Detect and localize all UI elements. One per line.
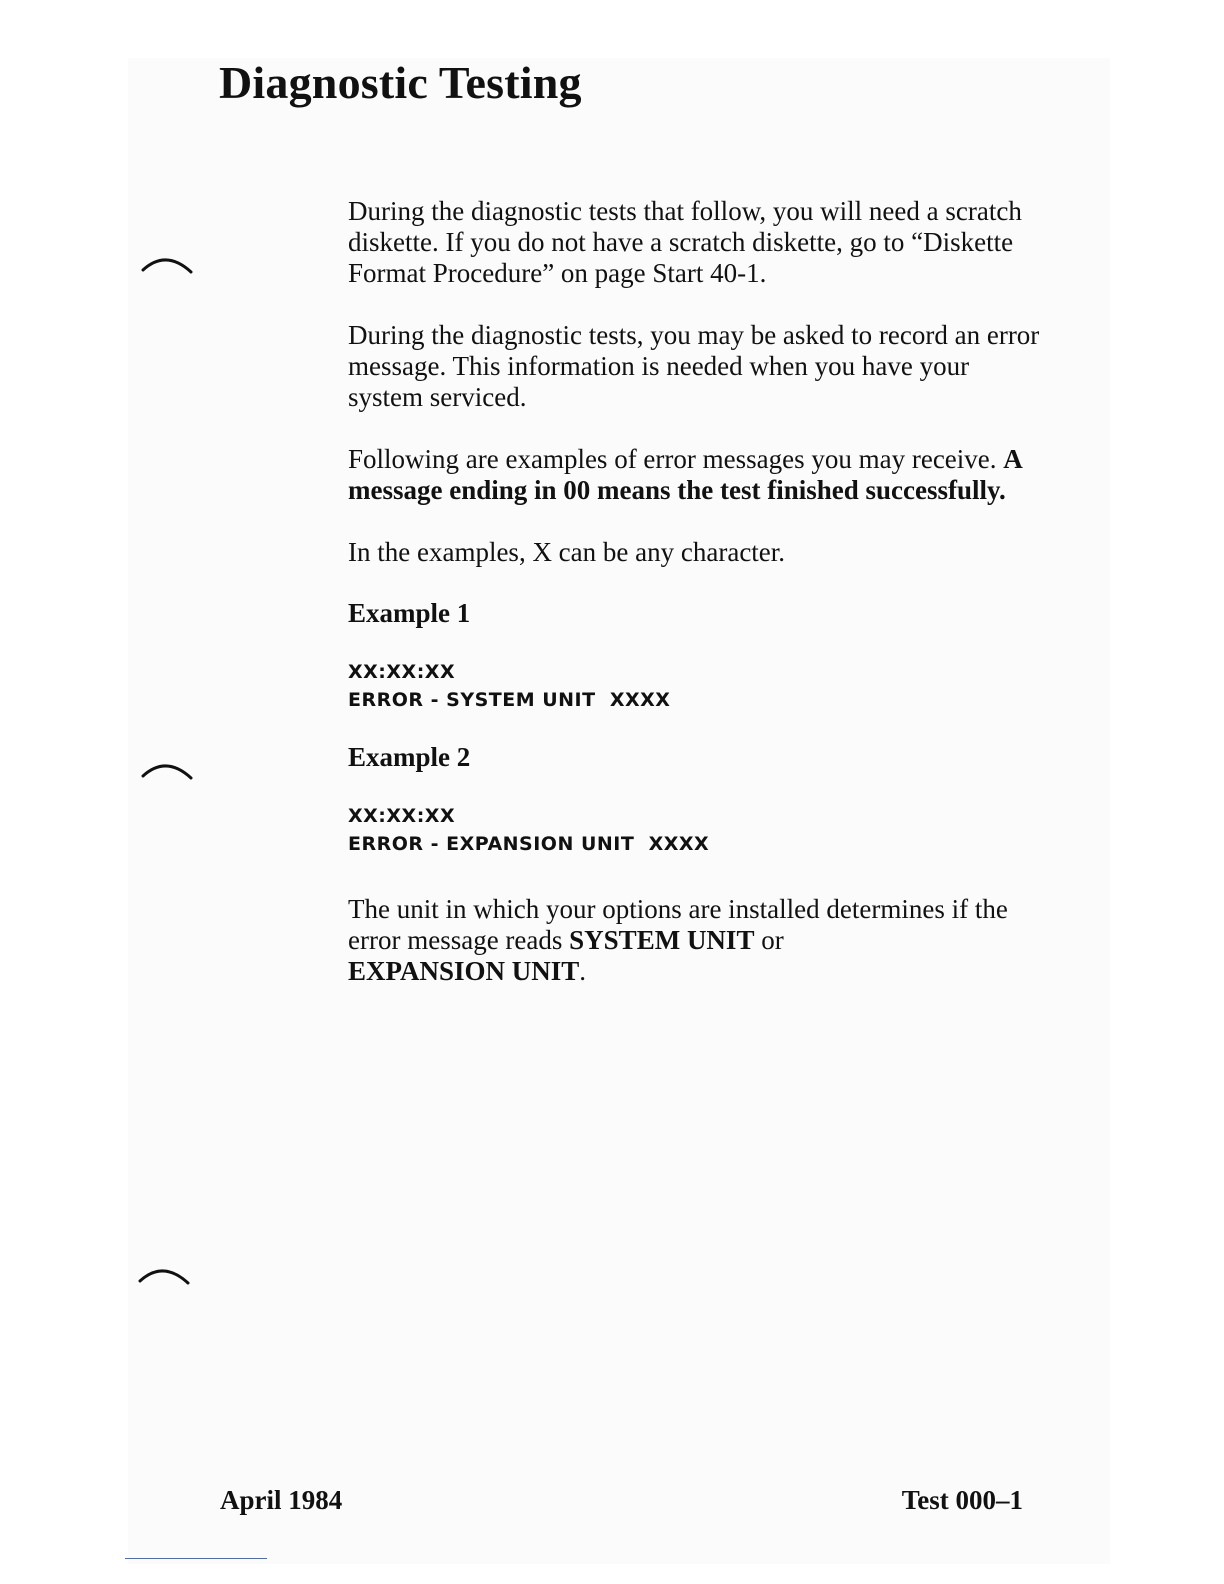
example-1-error: ERROR - SYSTEM UNIT XXXX (348, 689, 671, 711)
closing-text-2: or (761, 925, 784, 955)
closing-paragraph (348, 894, 1048, 987)
footer-page-number: Test 000–1 (901, 1485, 1023, 1515)
example-1-message (348, 658, 1048, 714)
wildcard-note: In the examples, X can be any character. (348, 537, 786, 567)
example-2-message (348, 802, 1048, 858)
binder-hole-icon (140, 253, 196, 281)
intro-paragraph: During the diagnostic tests that follow, you will need a scratch diskette. If you do not have a scratch diskette, go to “Diskette Format Procedure” on page Start 40-1. (348, 196, 1022, 288)
example-1-heading: Example 1 (348, 598, 471, 628)
example-2-time: XX:XX:XX (348, 805, 456, 827)
closing-text-1: The unit in which your options are installed determines if the error message reads (348, 894, 1008, 955)
binder-hole-icon (137, 1264, 193, 1292)
expansion-unit-term: EXPANSION UNIT (348, 956, 580, 986)
scan-edge-line (125, 1558, 267, 1559)
system-unit-term: SYSTEM UNIT (569, 925, 755, 955)
example-2-error: ERROR - EXPANSION UNIT XXXX (348, 833, 710, 855)
example-2-heading: Example 2 (348, 742, 471, 772)
record-error-paragraph: During the diagnostic tests, you may be asked to record an error message. This information is needed when you have your system serviced. (348, 320, 1040, 412)
example-1-time: XX:XX:XX (348, 661, 456, 683)
closing-text-3: . (579, 956, 587, 986)
main-content (348, 196, 1048, 987)
examples-intro-paragraph (348, 444, 1048, 506)
binder-hole-icon (140, 759, 196, 787)
success-note: A message ending in 00 means the test finished successfully. (348, 444, 1022, 505)
footer-date: April 1984 (220, 1485, 343, 1515)
examples-intro-text: Following are examples of error messages you may receive. (348, 444, 997, 474)
page-title: Diagnostic Testing (219, 57, 582, 108)
